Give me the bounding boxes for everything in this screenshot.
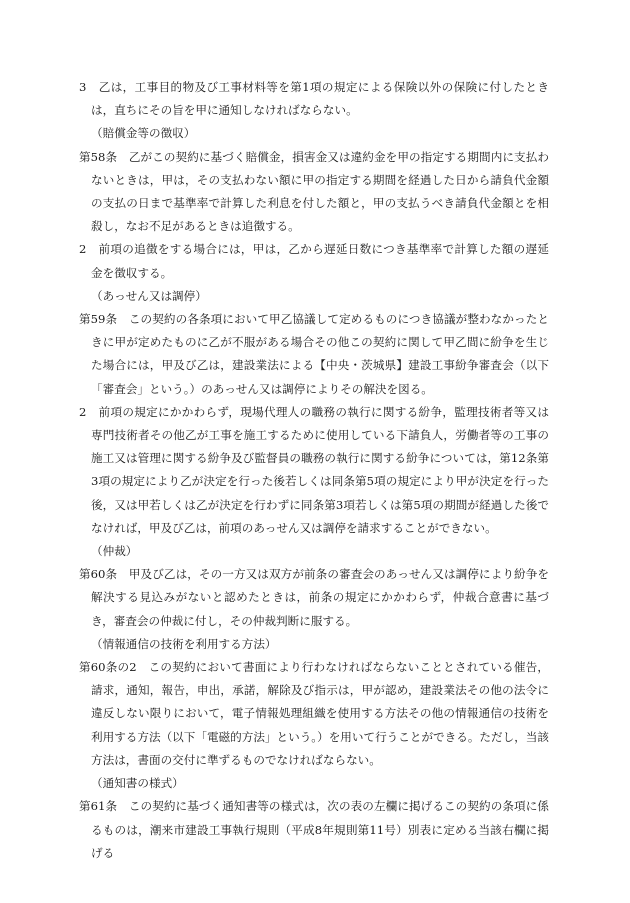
clause-3-insurance: 3 乙は，工事目的物及び工事材料等を第1項の規定による保険以外の保険に付したときは，直ちにその旨を甲に通知しなければならない。 bbox=[79, 80, 549, 118]
heading-mediation: （あっせん又は調停） bbox=[91, 288, 207, 303]
article-61: 第61条 この契約に基づく通知書等の様式は，次の表の左欄に掲げるこの契約の条項に係るものは，潮来市建設工事執行規則（平成8年規則第11号）別表に定める当該右欄に掲げる bbox=[79, 799, 549, 860]
heading-notice-format: （通知書の様式） bbox=[91, 776, 184, 791]
heading-ict-method: （情報通信の技術を利用する方法） bbox=[91, 636, 277, 651]
heading-arbitration: （仲裁） bbox=[91, 544, 138, 559]
article-59: 第59条 この契約の各条項において甲乙協議して定めるものにつき協議が整わなかったときに甲が定めたものに乙が不服がある場合その他この契約に関して甲乙間に紛争を生じた場合には，甲及び乙は，建設業法による【中央・茨城県】建設工事紛争審査会（以下「審査会」という。）のあっせん又は調停によりその解決を図る。 bbox=[79, 312, 549, 396]
document-body bbox=[79, 76, 549, 865]
article-59-clause-2: 2 前項の規定にかかわらず，現場代理人の職務の執行に関する紛争，監理技術者等又は専門技術者その他乙が工事を施工するために使用している下請負人，労働者等の工事の施工又は管理に関する紛争及び監督員の職務の執行に関する紛争については，第12条第3項の規定により乙が決定を行った後若しくは同条第5項の規定により甲が決定を行った後，又は甲若しくは乙が決定を行わずに同条第3項若しくは第5項の期間が経過した後でなければ，甲及び乙は，前項のあっせん又は調停を請求することができない。 bbox=[79, 404, 549, 535]
article-60-2: 第60条の2 この契約において書面により行わなければならないこととされている催告，請求，通知，報告，申出，承諾，解除及び指示は，甲が認め，建設業法その他の法令に違反しない限りにおいて，電子情報処理組織を使用する方法その他の情報通信の技術を利用する方法（以下「電磁的方法」という。）を用いて行うことができる。ただし，当該方法は，書面の交付に準ずるものでなければならない。 bbox=[79, 660, 549, 767]
heading-compensation-collection: （賠償金等の徴収） bbox=[91, 126, 196, 141]
article-60: 第60条 甲及び乙は，その一方又は双方が前条の審査会のあっせん又は調停により紛争を解決する見込みがないと認めたときは，前条の規定にかかわらず，仲裁合意書に基づき，審査会の仲裁に付し，その仲裁判断に服する。 bbox=[79, 567, 549, 628]
article-58-clause-2: 2 前項の追徴をする場合には，甲は，乙から遅延日数につき基準率で計算した額の遅延金を徴収する。 bbox=[79, 242, 549, 280]
article-58: 第58条 乙がこの契約に基づく賠償金，損害金又は違約金を甲の指定する期間内に支払わないときは，甲は，その支払わない額に甲の指定する期間を経過した日から請負代金額の支払の日まで基準率で計算した利息を付した額と，甲の支払うべき請負代金額とを相殺し，なお不足があるときは追徴する。 bbox=[79, 149, 549, 234]
